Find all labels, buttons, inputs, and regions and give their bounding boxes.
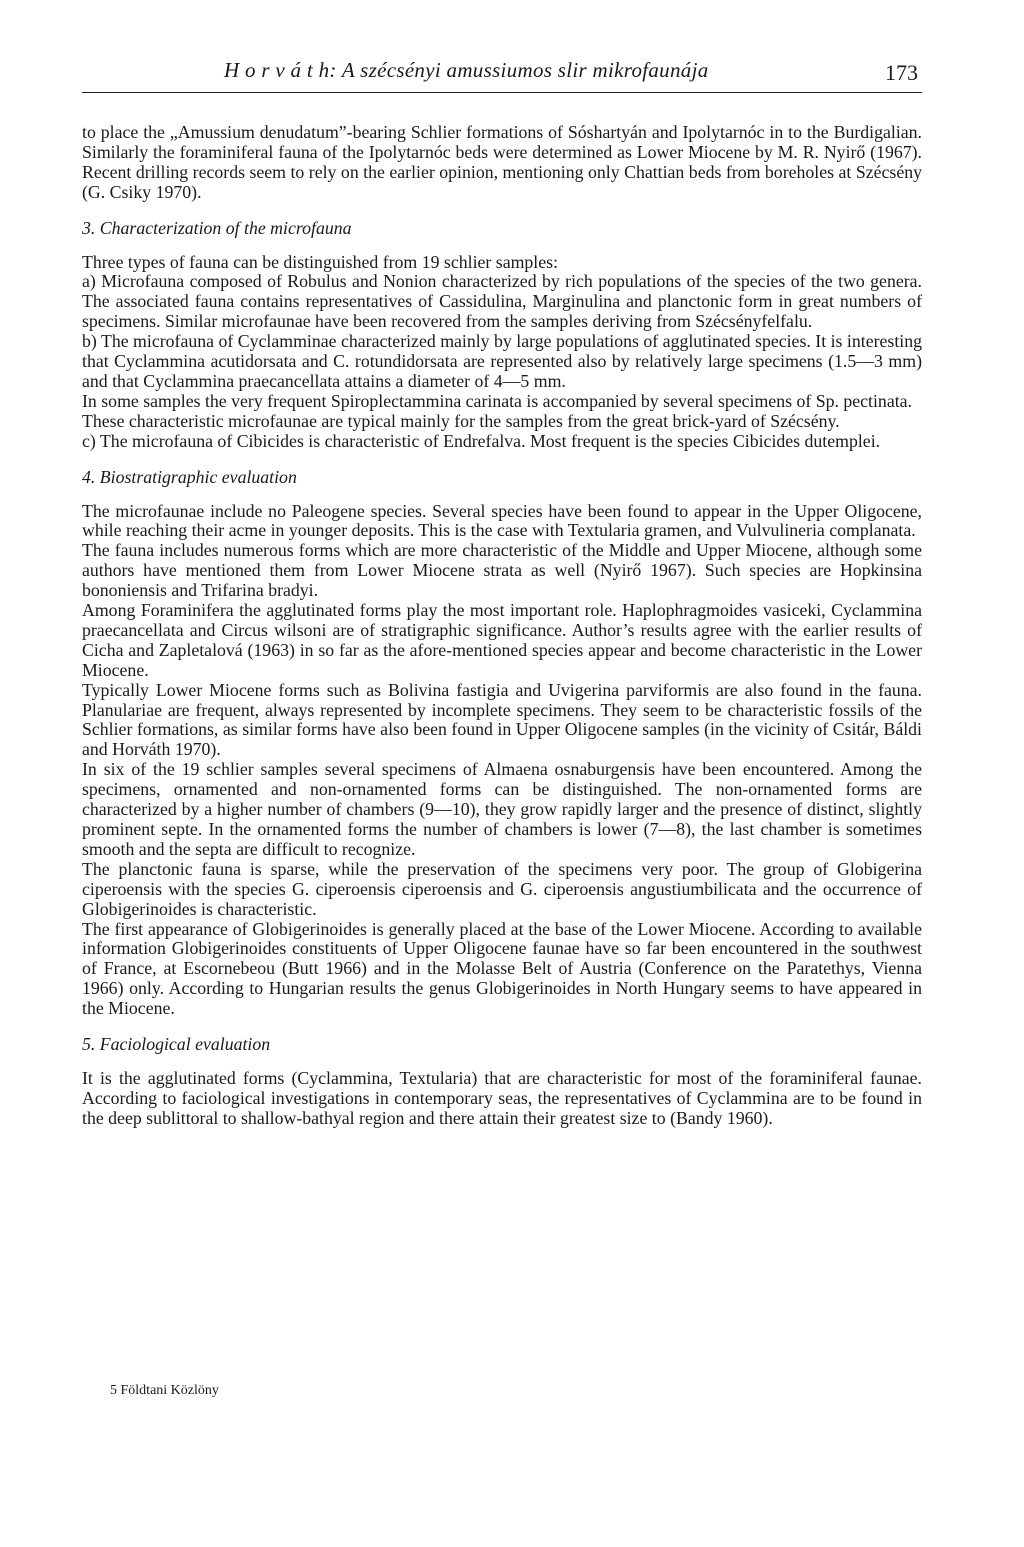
paragraph: In some samples the very frequent Spiroplectammina carinata is accompanied by several specimens of Sp. pectinata. bbox=[82, 390, 912, 411]
page-header bbox=[82, 58, 922, 93]
intro-paragraph: to place the „Amussium denudatum”-bearing Schlier formations of Sóshartyán and Ipolytarnóc in to the Burdigalian. Similarly the foraminiferal fauna of the Ipolytarnóc beds were determined as Lower Miocene by M. R. Nyirő (1967). Recent drilling records seem to rely on the earlier opinion, mentioning only Chattian beds from boreholes at Szécsény (G. Csiky 1970). bbox=[82, 122, 922, 202]
paragraph: Three types of fauna can be distinguished from 19 schlier samples: bbox=[82, 251, 559, 272]
footer-signature: 5 Földtani Közlöny bbox=[110, 1383, 219, 1398]
paragraph: It is the agglutinated forms (Cyclammina, Textularia) that are characteristic for most of the foraminiferal faunae. According to faciological investigations in contemporary seas, the representatives of Cyclammina are to be found in the deep sublittoral to shallow-bathyal region and there attain their greatest size to (Bandy 1960). bbox=[82, 1067, 922, 1128]
section-heading-3: 3. Characterization of the microfauna bbox=[82, 217, 352, 238]
paragraph: The first appearance of Globigerinoides is generally placed at the base of the Lower Miocene. According to available information Globigerinoides constituents of Upper Oligocene faunae have so far been encountered in the southwest of France, at Escornebeou (Butt 1966) and in the Molasse Belt of Austria (Conference on the Paratethys, Vienna 1966) only. According to Hungarian results the genus Globigerinoides in North Hungary seems to have appeared in the Miocene. bbox=[82, 918, 922, 1019]
paragraph: b) The microfauna of Cyclamminae characterized mainly by large populations of agglutinated species. It is interesting that Cyclammina acutidorsata and C. rotundidorsata are represented also by relatively large specimens (1.5—3 mm) and that Cyclammina praecancellata attains a diameter of 4—5 mm. bbox=[82, 331, 922, 391]
paragraph: The microfaunae include no Paleogene species. Several species have been found to appear in the Upper Oligocene, while reaching their acme in younger deposits. This is the case with Textularia gramen, and Vulvulineria complanata. bbox=[82, 500, 922, 541]
paragraph: c) The microfauna of Cibicides is characteristic of Endrefalva. Most frequent is the species Cibicides dutemplei. bbox=[82, 430, 881, 451]
paragraph: In six of the 19 schlier samples several specimens of Almaena osnaburgensis have been encountered. Among the specimens, ornamented and non-ornamented forms can be distinguished. The non-ornamented forms are characterized by a higher number of chambers (9—10), they grow rapidly larger and the presence of distinct, slightly prominent septe. In the ornamented forms the number of chambers is lower (7—8), the last chamber is sometimes smooth and the septa are difficult to recognize. bbox=[82, 759, 922, 859]
page-number: 173 bbox=[885, 60, 918, 85]
paragraph: Typically Lower Miocene forms such as Bolivina fastigia and Uvigerina parviformis are also found in the fauna. Planulariae are frequent, always represented by incomplete specimens. They seem to be characteristic fossils of the Schlier formations, as similar forms have also been found in Upper Oligocene samples (in the vicinity of Csitár, Báldi and Horváth 1970). bbox=[82, 679, 922, 760]
article-body bbox=[82, 123, 922, 1129]
paragraph: The fauna includes numerous forms which are more characteristic of the Middle and Upper Miocene, although some authors have mentioned them from Lower Miocene strata as well (Nyirő 1967). Such species are Hopkinsina bononiensis and Trifarina bradyi. bbox=[82, 540, 922, 601]
paragraph: a) Microfauna composed of Robulus and Nonion characterized by rich populations of the species of the two genera. The associated fauna contains representatives of Cassidulina, Marginulina and planctonic form in great numbers of specimens. Similar microfaunae have been recovered from the samples deriving from Szécsényfelfalu. bbox=[82, 271, 922, 332]
paragraph: Among Foraminifera the agglutinated forms play the most important role. Haplophragmoides vasiceki, Cyclammina praecancellata and Circus wilsoni are of stratigraphic significance. Author’s results agree with the earlier results of Cicha and Zapletalová (1963) in so far as the afore-mentioned species appear and become characteristic in the Lower Miocene. bbox=[82, 600, 922, 680]
paragraph: These characteristic microfaunae are typical mainly for the samples from the great brick-yard of Szécsény. bbox=[82, 410, 840, 431]
section-heading-4: 4. Biostratigraphic evaluation bbox=[82, 466, 297, 487]
running-title: H o r v á t h: A szécsényi amussiumos slir mikrofaunája bbox=[224, 58, 709, 82]
section-heading-5: 5. Faciological evaluation bbox=[82, 1034, 271, 1055]
paragraph: The planctonic fauna is sparse, while the preservation of the specimens very poor. The group of Globigerina ciperoensis with the species G. ciperoensis ciperoensis and G. ciperoensis angustiumbilicata and the occurrence of Globigerinoides is characteristic. bbox=[82, 858, 922, 919]
journal-page bbox=[82, 58, 922, 1129]
